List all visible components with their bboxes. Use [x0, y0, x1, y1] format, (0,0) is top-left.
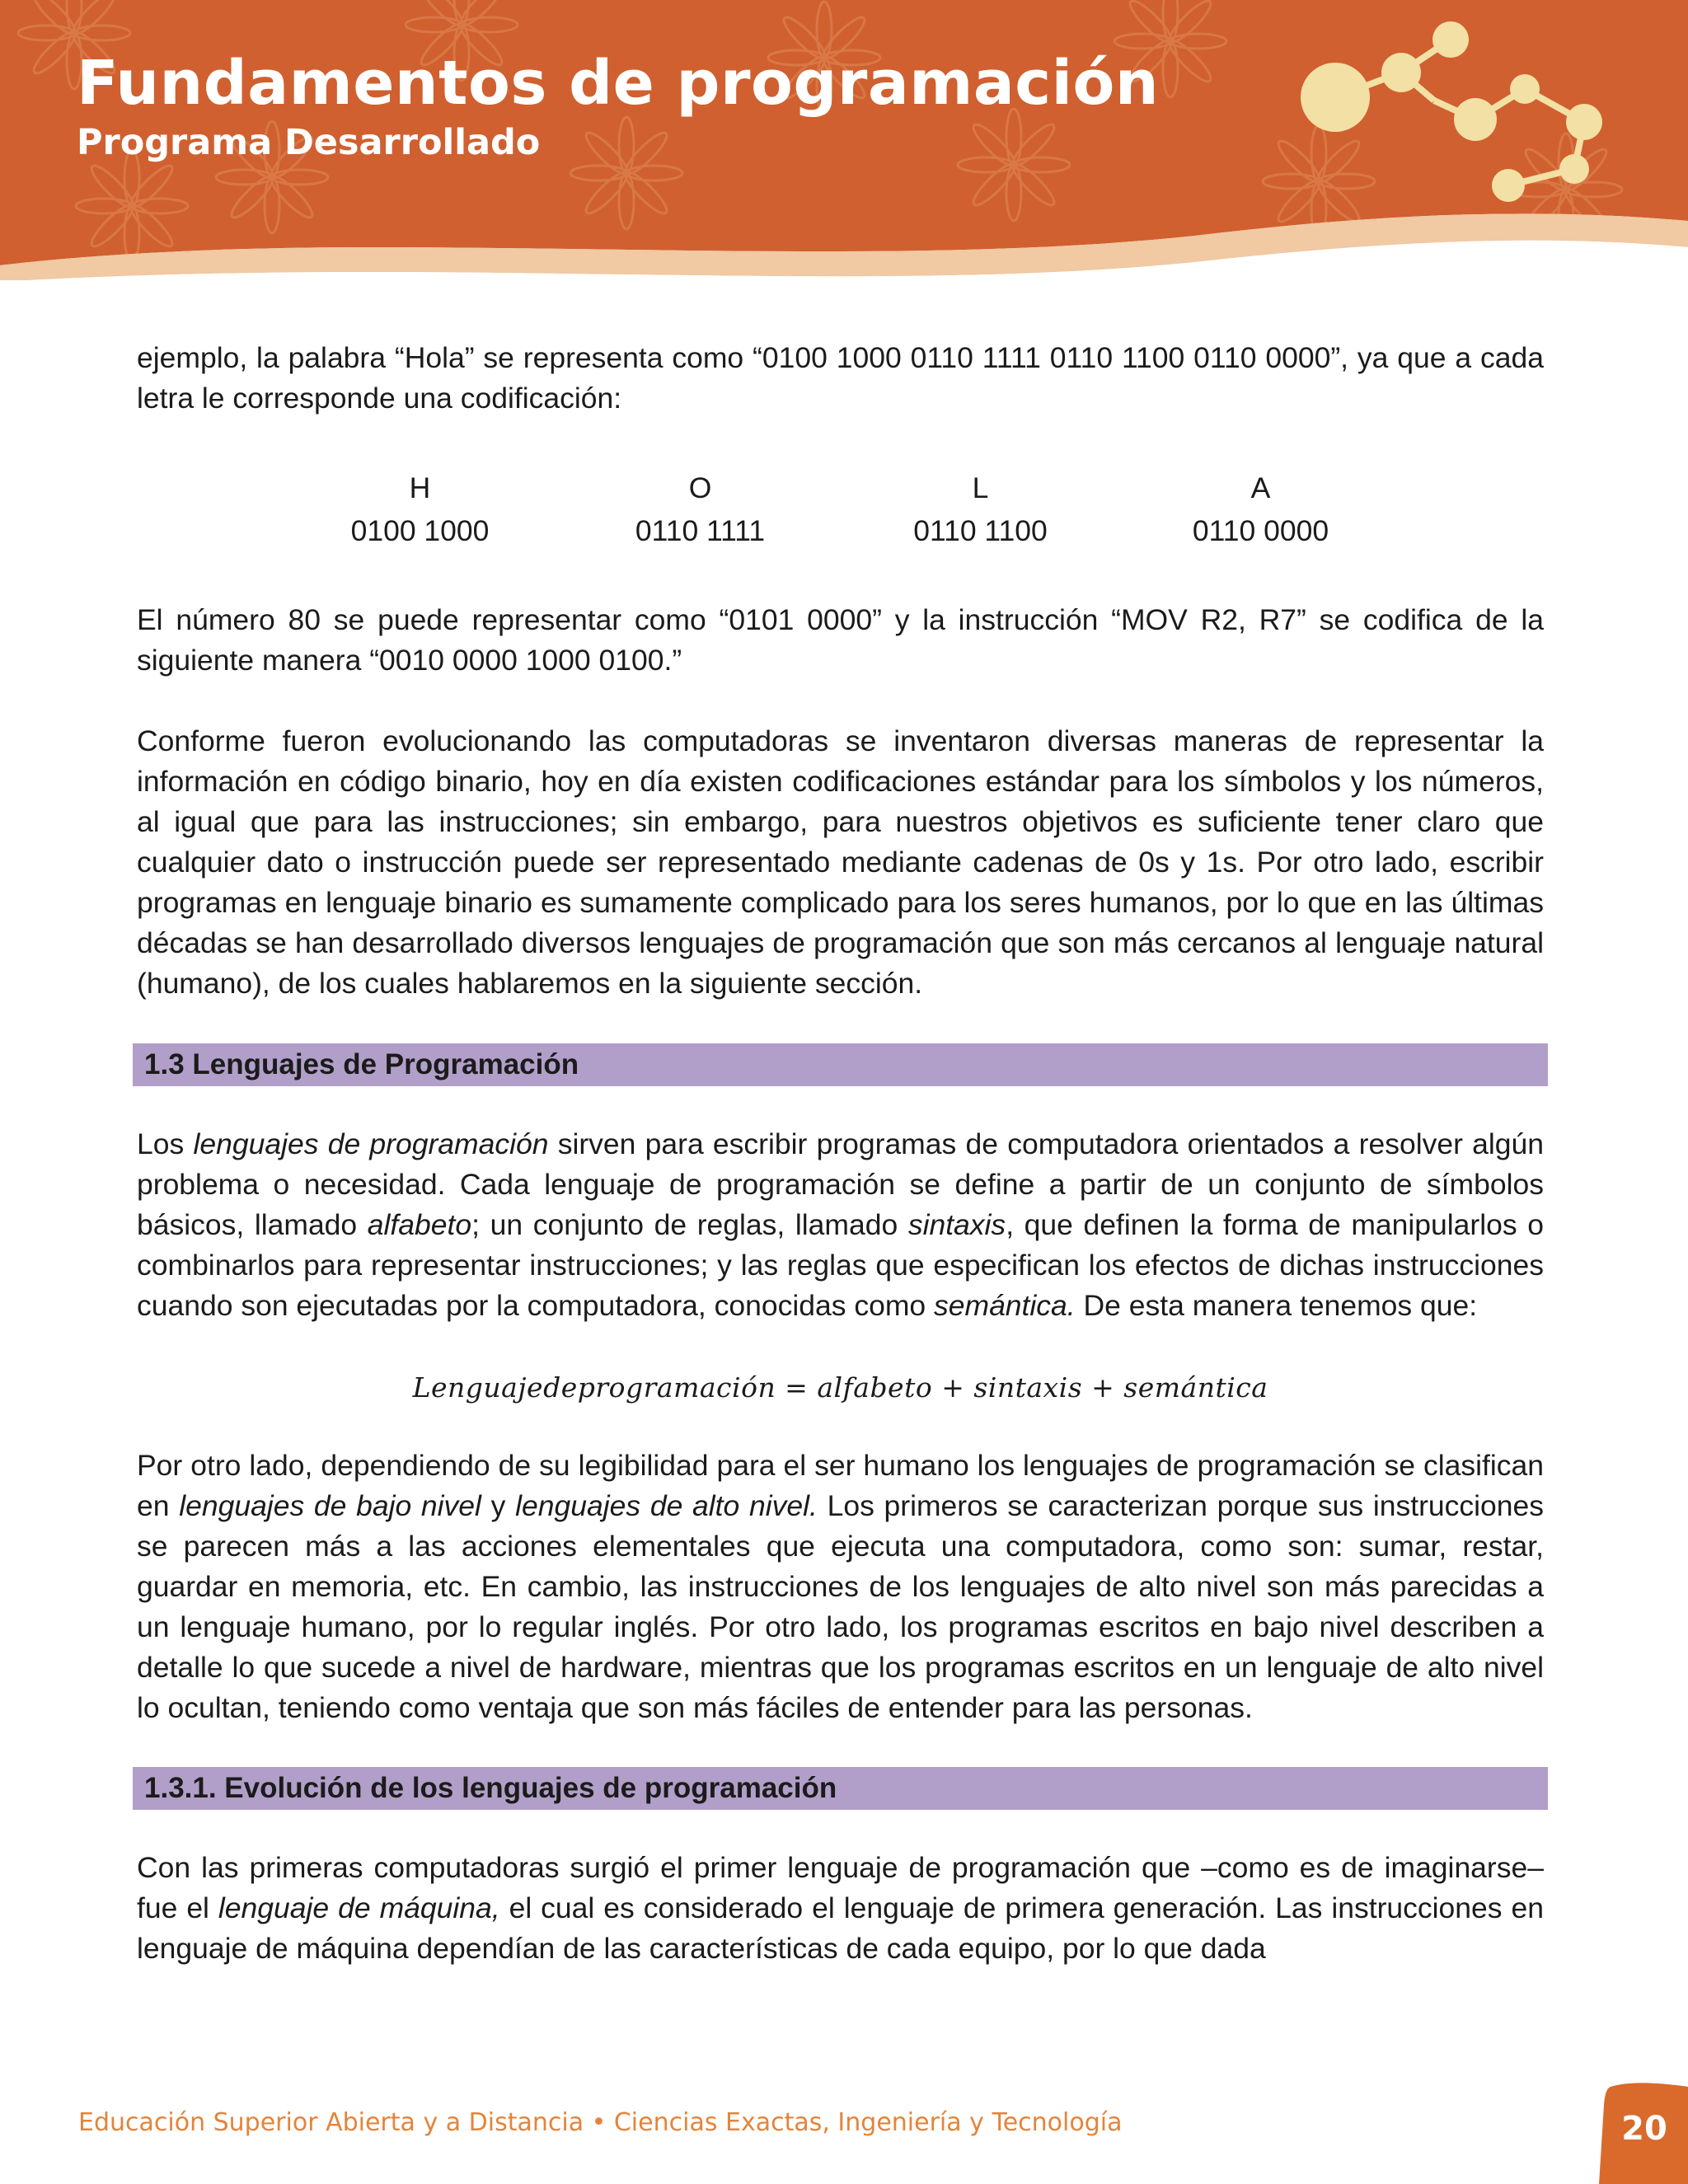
- paragraph-5: Por otro lado, dependiendo de su legibilidad para el ser humano los lenguajes de programación se clasifican en lenguajes de bajo nivel y lenguajes de alto nivel. Los primeros se caracterizan porque sus instrucciones se parecen más a las acciones elementales que ejecuta una computadora, como son: sumar, restar, guardar en memoria, etc. En cambio, las instrucciones de los lenguajes de alto nivel son más parecidas a un lenguaje humano, por lo regular inglés. Por otro lado, los programas escritos en bajo nivel describen a detalle lo que sucede a nivel de hardware, mientras que los programas escritos en un lenguaje de alto nivel lo ocultan, teniendo como ventaja que son más fáciles de entender para las personas.: [137, 1449, 1544, 1724]
- encoding-letters-row: [280, 466, 1401, 509]
- encoding-code: 0110 1111: [635, 514, 766, 547]
- paragraph-6: Con las primeras computadoras surgió el primer lenguaje de programación que –como es de imaginarse– fue el lenguaje de máquina, el cual es considerado el lenguaje de primera generación. Las instrucciones en lenguaje de máquina dependían de las características de cada equipo, por lo que dada: [137, 1851, 1544, 1965]
- section-heading-1-3: 1.3 Lenguajes de Programación: [133, 1043, 1548, 1086]
- page-header: [0, 0, 1688, 280]
- footer-text: Educación Superior Abierta y a Distancia • Ciencias Exactas, Ingeniería y Tecnología: [78, 2108, 1123, 2137]
- encoding-letter: A: [1250, 471, 1271, 504]
- paragraph-3: Conforme fueron evolucionando las computadoras se inventaron diversas maneras de representar la información en código binario, hoy en día existen codificaciones estándar para los símbolos y los números, al igual que para las instrucciones; sin embargo, para nuestros objetivos es suficiente tener claro que cualquier dato o instrucción puede ser representado mediante cadenas de 0s y 1s. Por otro lado, escribir programas en lenguaje binario es sumamente complicado para los seres humanos, por lo que en las últimas décadas se han desarrollado diversos lenguajes de programación que son más cercanos al lenguaje natural (humano), de los cuales hablaremos en la siguiente sección.: [137, 724, 1544, 1000]
- section-heading-1-3-1: 1.3.1. Evolución de los lenguajes de programación: [133, 1767, 1548, 1810]
- document-body: [137, 338, 1544, 1969]
- encoding-codes-row: [280, 509, 1401, 552]
- paragraph-4: Los lenguajes de programación sirven para escribir programas de computadora orientados a resolver algún problema o necesidad. Cada lenguaje de programación se define a partir de un conjunto de símbolos básicos, llamado alfabeto; un conjunto de reglas, llamado sintaxis, que definen la forma de manipularlos o combinarlos para representar instrucciones; y las reglas que especifican los efectos de dichas instrucciones cuando son ejecutadas por la computadora, conocidas como semántica. De esta manera tenemos que:: [137, 1127, 1544, 1322]
- language-formula: Lenguajedeprogramación = alfabeto + sintaxis + semántica: [412, 1371, 1268, 1404]
- page-title: Fundamentos de programación: [77, 48, 1160, 119]
- encoding-code: 0110 1100: [913, 514, 1048, 547]
- paragraph-1: ejemplo, la palabra “Hola” se representa como “0100 1000 0110 1111 0110 1100 0110 0000”, ya que a cada letra le corresponde una codificación:: [137, 341, 1544, 415]
- page-number: 20: [1621, 2110, 1667, 2148]
- encoding-letter: H: [409, 471, 431, 504]
- encoding-code: 0100 1000: [350, 514, 490, 547]
- paragraph-2: El número 80 se puede representar como “0101 0000” y la instrucción “MOV R2, R7” se codifica de la siguiente manera “0010 0000 1000 0100.”: [137, 603, 1544, 677]
- page-subtitle: Programa Desarrollado: [77, 122, 541, 163]
- encoding-letter: L: [972, 471, 989, 504]
- encoding-code: 0110 0000: [1192, 514, 1329, 547]
- encoding-letter: O: [688, 471, 712, 504]
- encoding-table: [280, 466, 1401, 552]
